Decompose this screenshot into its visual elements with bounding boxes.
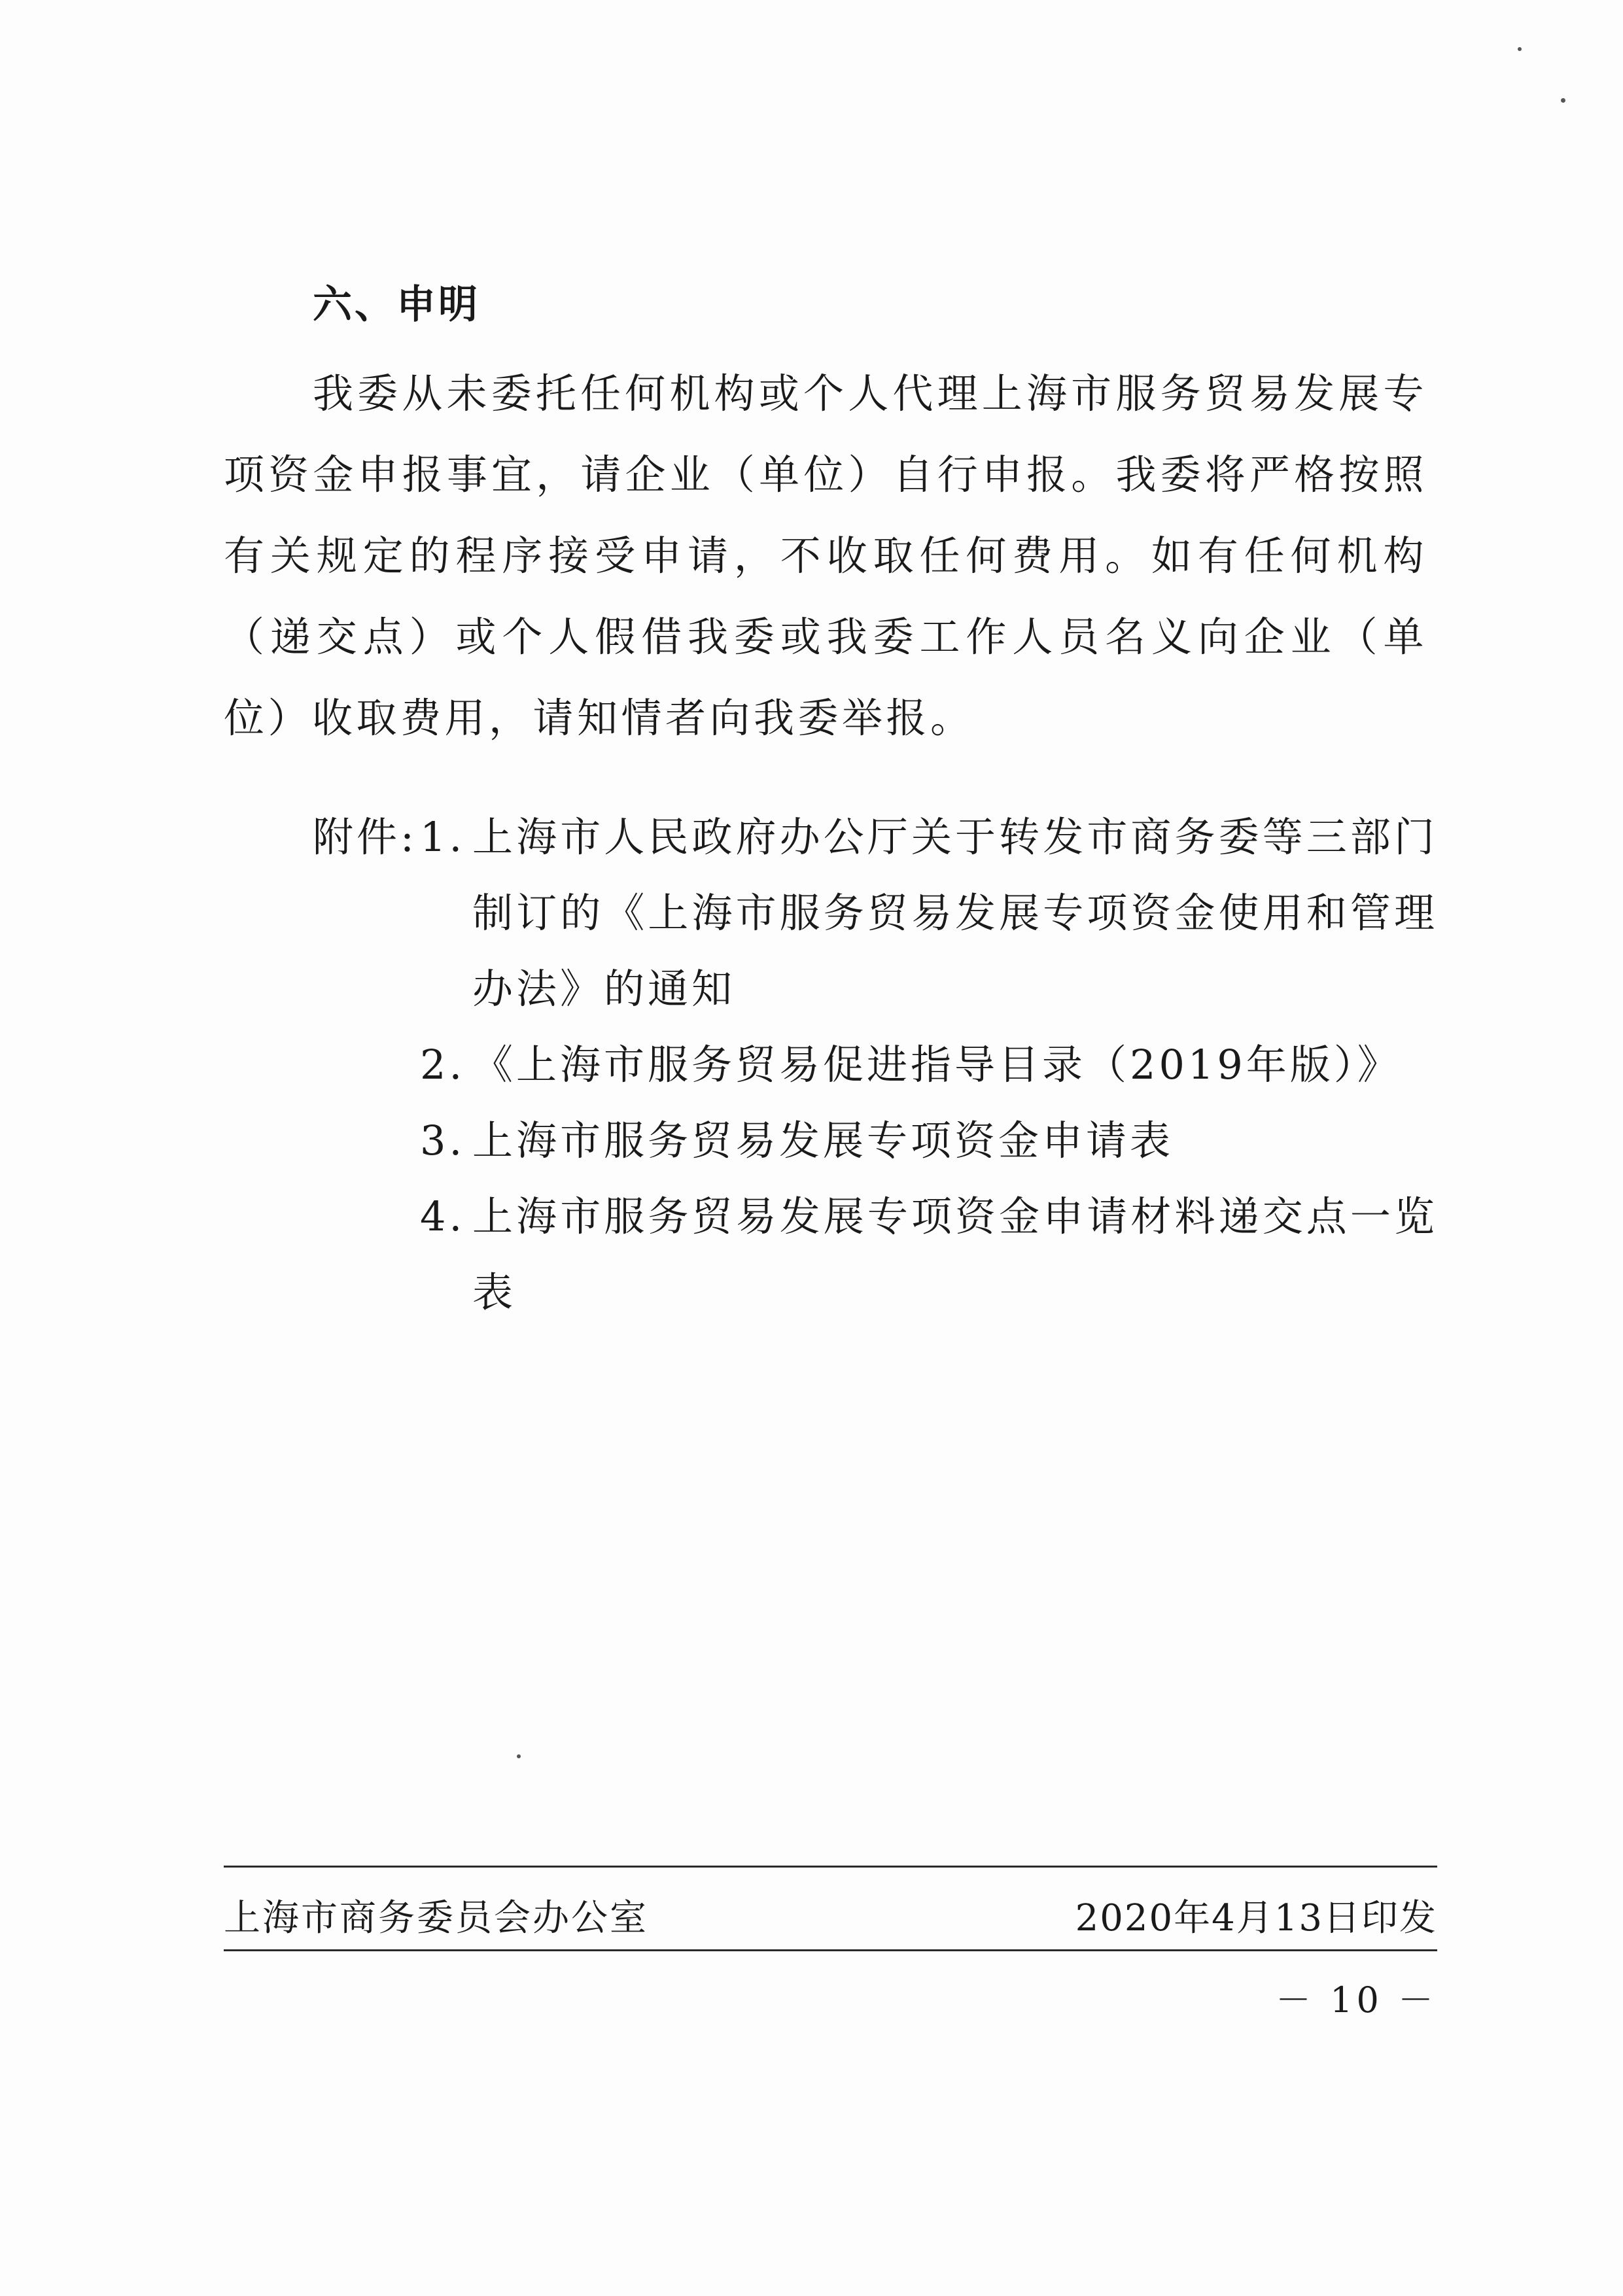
- statement-paragraph: 我委从未委托任何机构或个人代理上海市服务贸易发展专项资金申报事宜，请企业（单位）自行申报。我委将严格按照有关规定的程序接受申请，不收取任何费用。如有任何机构（递交点）或个人假借我委或我委工作人员名义向企业（单位）收取费用，请知情者向我委举报。: [224, 370, 1427, 742]
- attachment-title: 《上海市服务贸易促进指导目录（2019年版）》: [472, 1041, 1401, 1088]
- footer-issue-date: 2020年4月13日印发: [1075, 1897, 1437, 1939]
- attachment-title: 上海市人民政府办公厅关于转发市商务委等三部门制订的《上海市服务贸易发展专项资金使用和管理办法》的通知: [472, 813, 1438, 1013]
- attachment-title: 上海市服务贸易发展专项资金申请材料递交点一览表: [472, 1192, 1438, 1316]
- attachment-number: 4.: [420, 1192, 466, 1240]
- attachment-number: 3.: [420, 1117, 466, 1164]
- attachment-item-4: [313, 1179, 1438, 1331]
- attachments-list: [313, 799, 1438, 1331]
- attachments-prefix: 附件:: [313, 813, 417, 861]
- attachment-number: 2.: [420, 1041, 466, 1088]
- footer-issuer: 上海市商务委员会办公室: [224, 1897, 648, 1939]
- section-heading: 六、申明: [313, 282, 480, 328]
- attachment-item-1: [313, 799, 1438, 1027]
- scan-speck: [1518, 47, 1522, 51]
- page-number: － 10 －: [1275, 1979, 1437, 2021]
- attachment-number: 1.: [420, 813, 466, 861]
- footer-bottom-rule: [224, 1949, 1437, 1951]
- scan-speck: [1561, 98, 1565, 103]
- scan-speck: [517, 1754, 521, 1758]
- footer-top-rule: [224, 1866, 1437, 1868]
- attachment-title: 上海市服务贸易发展专项资金申请表: [472, 1117, 1174, 1164]
- attachment-item-2: [313, 1027, 1438, 1103]
- attachment-item-3: [313, 1103, 1438, 1179]
